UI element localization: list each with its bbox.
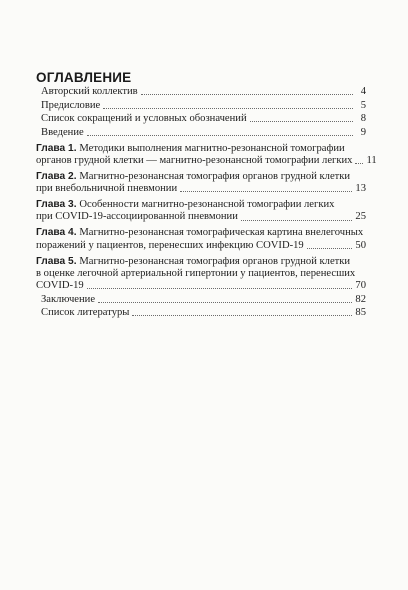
- toc-entry-chapter-2[interactable]: [36, 171, 366, 195]
- chapter-title-line: при COVID-19-ассоциированной пневмонии: [36, 211, 238, 223]
- dot-leader: [98, 302, 352, 303]
- chapter-label: Глава 4.: [36, 227, 80, 239]
- page-number: 82: [355, 293, 366, 305]
- page-number: 25: [355, 211, 366, 223]
- chapter-label: Глава 1.: [36, 142, 80, 154]
- toc-entry-chapter-5[interactable]: [36, 256, 366, 293]
- toc-entry-chapter-4[interactable]: [36, 227, 366, 251]
- toc-entry-title: Авторский коллектив: [41, 86, 138, 97]
- toc-entry-conclusion[interactable]: [36, 294, 366, 306]
- chapter-title-line: при внебольничной пневмонии: [36, 183, 178, 195]
- table-of-contents: [36, 86, 377, 319]
- dot-leader: [355, 163, 363, 164]
- chapter-title-line: COVID-19: [36, 280, 84, 292]
- toc-entry-title: Введение: [41, 126, 84, 138]
- page-number: 50: [355, 239, 366, 251]
- toc-entry-authors[interactable]: [36, 86, 366, 98]
- chapter-title-line: органов грудной клетки — магнитно-резонансной томографии легких: [36, 154, 353, 166]
- page-number: 85: [355, 307, 366, 319]
- toc-entry-preface[interactable]: [36, 100, 366, 112]
- chapter-title-line: Магнитно-резонансная томографическая картина внелегочных: [79, 227, 364, 239]
- chapter-label: Глава 3.: [36, 199, 80, 211]
- toc-entry-title: Предисловие: [41, 99, 101, 111]
- chapter-title-line: Магнитно-резонансная томография органов грудной клетки: [79, 255, 351, 267]
- page-title: ОГЛАВЛЕНИЕ: [36, 70, 132, 85]
- toc-entry-title: Список сокращений и условных обозначений: [41, 113, 247, 124]
- dot-leader: [103, 108, 353, 109]
- toc-entry-title: Заключение: [41, 293, 96, 305]
- page-number: 4: [360, 86, 366, 97]
- dot-leader: [87, 288, 353, 289]
- chapter-title-line: в оценке легочной артериальной гипертонии у пациентов, перенесших: [36, 267, 356, 279]
- dot-leader: [180, 191, 352, 192]
- toc-entry-introduction[interactable]: [36, 127, 366, 139]
- dot-leader: [141, 94, 353, 95]
- chapter-title-line: Методики выполнения магнитно-резонансной томографии: [79, 142, 345, 154]
- page-number: 5: [360, 99, 366, 111]
- chapter-title-line: поражений у пациентов, перенесших инфекцию COVID-19: [36, 239, 304, 251]
- dot-leader: [241, 220, 353, 221]
- toc-entry-abbreviations[interactable]: [36, 113, 366, 125]
- toc-entry-title: Список литературы: [41, 307, 130, 319]
- toc-entry-chapter-1[interactable]: [36, 142, 377, 167]
- chapter-label: Глава 2.: [36, 170, 80, 182]
- page-number: 13: [355, 183, 366, 195]
- dot-leader: [250, 121, 353, 122]
- dot-leader: [132, 315, 352, 316]
- dot-leader: [87, 135, 353, 136]
- toc-entry-chapter-3[interactable]: [36, 199, 366, 223]
- page-number: 9: [360, 126, 366, 138]
- dot-leader: [307, 248, 353, 249]
- page-number: 70: [355, 280, 366, 292]
- chapter-title-line: Магнитно-резонансная томография органов грудной клетки: [79, 170, 351, 182]
- toc-entry-references[interactable]: [36, 307, 366, 319]
- page-number: 8: [360, 113, 366, 124]
- chapter-label: Глава 5.: [36, 255, 80, 267]
- chapter-title-line: Особенности магнитно-резонансной томографии легких: [79, 199, 335, 211]
- page-number: 11: [366, 154, 377, 166]
